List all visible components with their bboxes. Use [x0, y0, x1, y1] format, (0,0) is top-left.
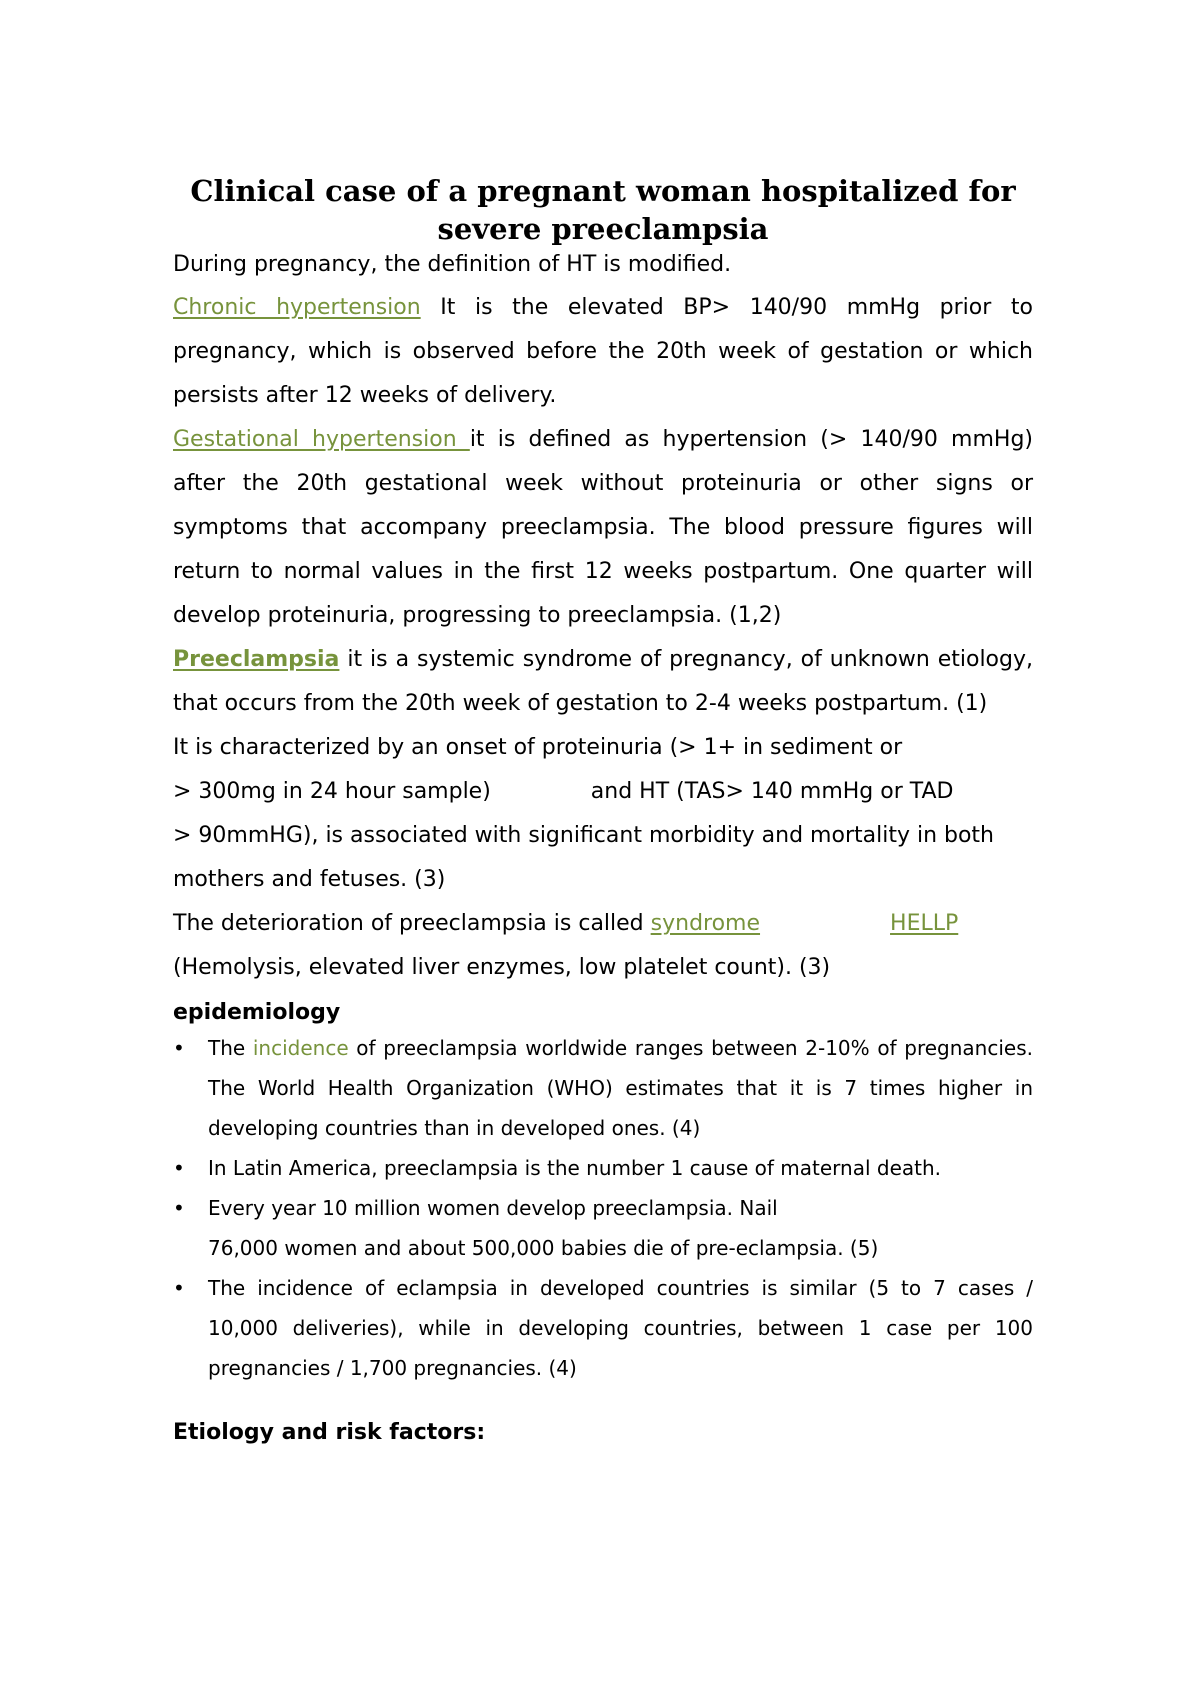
list-item	[173, 1268, 1033, 1388]
chronic-hypertension-paragraph	[173, 286, 1033, 418]
characterized-line-2a: > 300mg in 24 hour sample)	[173, 779, 491, 804]
document-page	[173, 172, 1033, 1448]
hellp-syndrome-link-b: HELLP	[890, 911, 959, 936]
bullet-3-line-2: 76,000 women and about 500,000 babies die of pre-eclampsia. (5)	[208, 1236, 879, 1260]
characterized-line-2	[173, 770, 1033, 814]
document-title: Clinical case of a pregnant woman hospitalized for severe preeclampsia	[190, 174, 1016, 246]
intro-paragraph: During pregnancy, the definition of HT is modified.	[173, 252, 732, 277]
list-item	[173, 1188, 1033, 1268]
etiology-heading: Etiology and risk factors:	[173, 1420, 486, 1445]
preeclampsia-link[interactable]: Preeclampsia	[173, 647, 340, 672]
characterized-line-2b: and HT (TAS> 140 mmHg or TAD	[590, 779, 954, 804]
deterioration-after: (Hemolysis, elevated liver enzymes, low platelet count). (3)	[173, 955, 831, 980]
epidemiology-heading: epidemiology	[173, 1000, 341, 1025]
bullet-1-post: of preeclampsia worldwide ranges between 2-10% of pregnancies. The World Health Organization (WHO) estimates that it is 7 times higher in developing countries than in developed ones. (4)	[208, 1036, 1033, 1140]
bullet-3-line-1: Every year 10 million women develop preeclampsia. Nail	[208, 1196, 778, 1220]
bullet-2-text: In Latin America, preeclampsia is the number 1 cause of maternal death.	[208, 1156, 942, 1180]
gestational-hypertension-link[interactable]: Gestational hypertension	[173, 427, 470, 452]
deterioration-line	[173, 902, 1033, 946]
deterioration-text: The deterioration of preeclampsia is called	[173, 911, 651, 936]
incidence-link[interactable]: incidence	[252, 1036, 349, 1060]
gestational-hypertension-text: it is defined as hypertension (> 140/90 mmHg) after the 20th gestational week without proteinuria or other signs or symptoms that accompany preeclampsia. The blood pressure figures will return to normal values in the first 12 weeks postpartum. One quarter will develop proteinuria, progressing to preeclampsia. (1,2)	[173, 427, 1033, 628]
hellp-syndrome-link-a: syndrome	[650, 911, 761, 936]
gestational-hypertension-paragraph	[173, 418, 1033, 638]
chronic-hypertension-link[interactable]: Chronic hypertension	[173, 295, 421, 320]
preeclampsia-text: it is a systemic syndrome of pregnancy, of unknown etiology, that occurs from the 20th week of gestation to 2-4 weeks postpartum. (1)	[173, 647, 1033, 716]
hellp-syndrome-link[interactable]	[651, 911, 959, 936]
bullet-4-text: The incidence of eclampsia in developed countries is similar (5 to 7 cases / 10,000 deliveries), while in developing countries, between 1 case per 100 pregnancies / 1,700 pregnancies. (4)	[208, 1276, 1033, 1380]
bullet-icon: •	[173, 1196, 185, 1220]
epidemiology-list	[173, 1028, 1033, 1388]
preeclampsia-paragraph	[173, 638, 1033, 726]
bullet-1-pre: The	[208, 1036, 253, 1060]
characterized-line-1: It is characterized by an onset of proteinuria (> 1+ in sediment or	[173, 735, 903, 760]
chronic-hypertension-text: It is the elevated BP> 140/90 mmHg prior to pregnancy, which is observed before the 20th week of gestation or which persists after 12 weeks of delivery.	[173, 295, 1033, 408]
bullet-icon: •	[173, 1156, 185, 1180]
bullet-icon: •	[173, 1276, 185, 1300]
bullet-icon: •	[173, 1036, 185, 1060]
characterized-paragraph	[173, 726, 1033, 902]
characterized-line-3: > 90mmHG), is associated with significant morbidity and mortality in both mothers and fetuses. (3)	[173, 823, 995, 892]
deterioration-paragraph	[173, 902, 1033, 990]
list-item	[173, 1148, 1033, 1188]
list-item	[173, 1028, 1033, 1148]
